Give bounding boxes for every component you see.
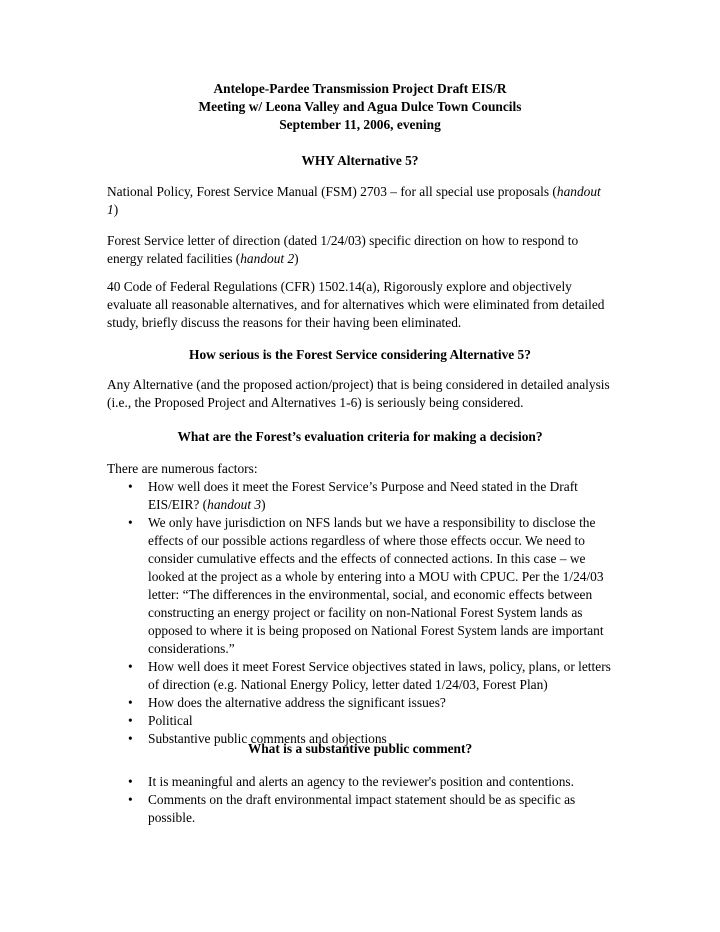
bullet-icon: • bbox=[128, 731, 133, 746]
list-item: • How well does it meet the Forest Service’s Purpose and Need stated in the Draft EIS/EIR? (handout 3) bbox=[128, 479, 578, 512]
factors-list bbox=[107, 478, 615, 748]
list-item: • How well does it meet Forest Service objectives stated in laws, policy, plans, or letters of direction (e.g. National Energy Policy, letter dated 1/24/03, Forest Plan) bbox=[128, 659, 611, 692]
list-item: • Political bbox=[128, 713, 193, 728]
paragraph-national-policy: National Policy, Forest Service Manual (FSM) 2703 – for all special use proposals (handout 1) bbox=[107, 184, 601, 217]
heading-evaluation-criteria: What are the Forest’s evaluation criteria for making a decision? bbox=[177, 429, 543, 444]
paragraph-forest-letter: Forest Service letter of direction (dated 1/24/03) specific direction on how to respond to energy related facilities (handout 2) bbox=[107, 233, 579, 266]
heading-how-serious: How serious is the Forest Service considering Alternative 5? bbox=[189, 347, 531, 362]
list-item: • We only have jurisdiction on NFS lands but we have a responsibility to disclose the effects of our possible actions regardless of where those effects occur. We need to consider cumulative effects and the effects of connected actions. In this case – we looked at the project as a whole by entering into a MOU with CPUC. Per the 1/24/03 letter: “The differences in the environmental, social, and economic effects between constructing an energy project or facility on non-National Forest System lands as opposed to where it is being proposed on National Forest System lands are important considerations.” bbox=[128, 515, 604, 656]
header-title: Antelope-Pardee Transmission Project Draft EIS/R bbox=[213, 81, 507, 96]
header-meeting: Meeting w/ Leona Valley and Agua Dulce Town Councils bbox=[198, 99, 522, 114]
list-item: • Comments on the draft environmental impact statement should be as specific as possible. bbox=[128, 792, 576, 825]
bullet-icon: • bbox=[128, 792, 133, 807]
bullet-icon: • bbox=[128, 713, 133, 728]
bullet-icon: • bbox=[128, 515, 133, 530]
heading-substantive-comment: What is a substantive public comment? bbox=[247, 741, 473, 756]
paragraph-any-alternative: Any Alternative (and the proposed action/project) that is being considered in detailed analysis (i.e., the Proposed Project and Alternatives 1-6) is seriously being considered. bbox=[107, 377, 610, 410]
factors-section bbox=[107, 460, 615, 748]
list-item: • How does the alternative address the significant issues? bbox=[128, 695, 446, 710]
header-date: September 11, 2006, evening bbox=[279, 117, 441, 132]
list-item: • It is meaningful and alerts an agency to the reviewer's position and contentions. bbox=[128, 774, 574, 789]
list-item: • Substantive public comments and objections bbox=[128, 731, 387, 746]
paragraph-cfr: 40 Code of Federal Regulations (CFR) 1502.14(a), Rigorously explore and objectively evaluate all reasonable alternatives, and for alternatives which were eliminated from detailed study, briefly discuss the reasons for their having been eliminated. bbox=[107, 279, 605, 330]
bullet-icon: • bbox=[128, 774, 133, 789]
factors-intro: There are numerous factors: bbox=[107, 461, 258, 476]
bullet-icon: • bbox=[128, 659, 133, 674]
bullet-icon: • bbox=[128, 695, 133, 710]
bullet-icon: • bbox=[128, 479, 133, 494]
heading-why-alternative: WHY Alternative 5? bbox=[301, 153, 419, 168]
document-header bbox=[100, 80, 620, 134]
substantive-list bbox=[107, 773, 615, 827]
